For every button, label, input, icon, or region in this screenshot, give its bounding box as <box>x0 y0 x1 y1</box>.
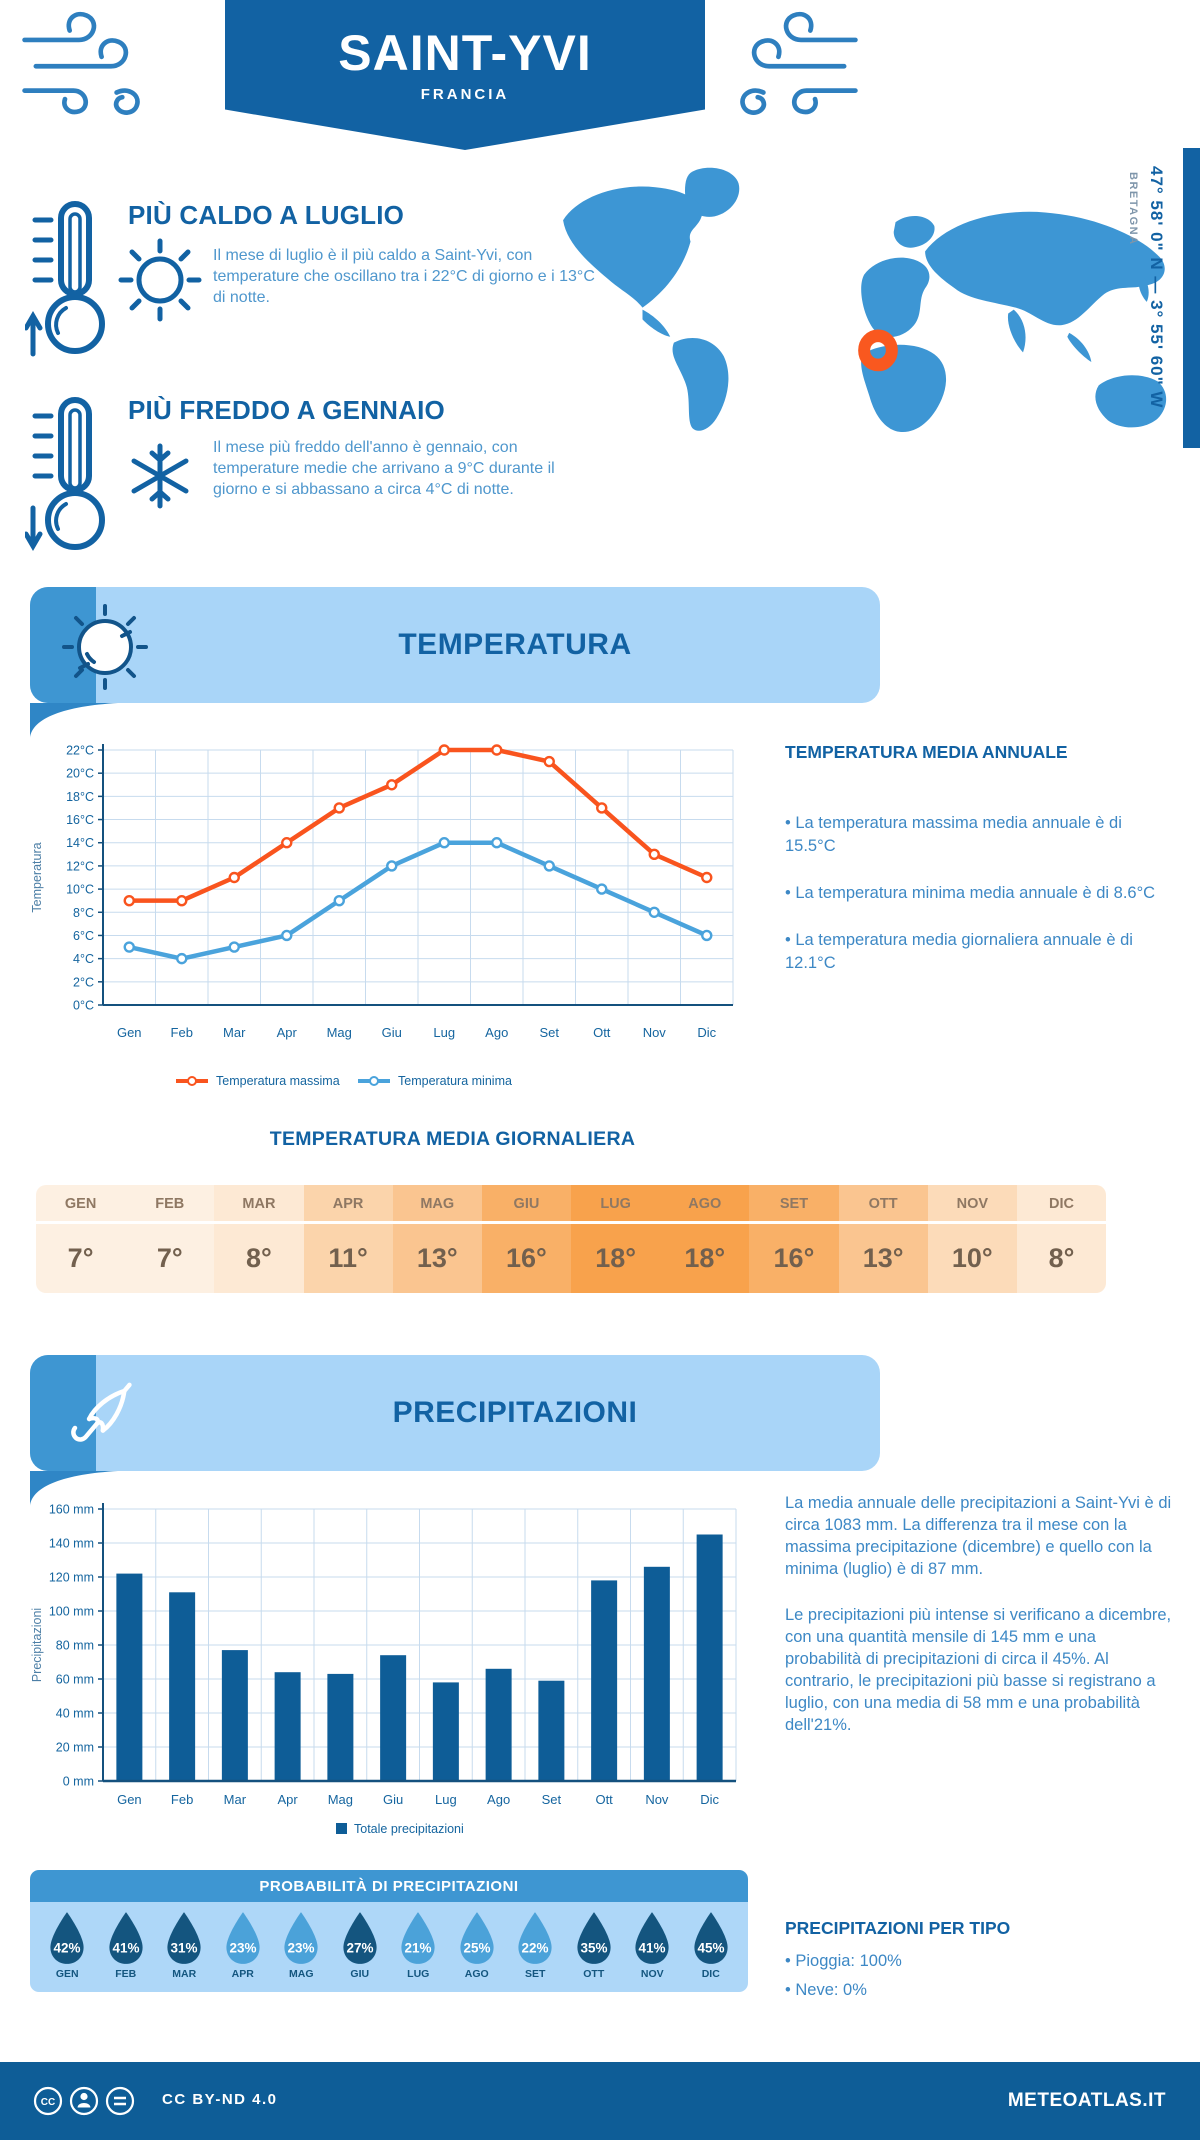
table-month-header: LUG <box>571 1185 660 1224</box>
svg-text:Temperatura minima: Temperatura minima <box>398 1074 512 1088</box>
precipitation-text <box>785 1492 1173 1760</box>
droplet-month-label: MAR <box>172 1968 197 1980</box>
table-temperature-value: 10° <box>951 1243 993 1273</box>
svg-text:Mar: Mar <box>223 1792 247 1807</box>
svg-text:42%: 42% <box>53 1940 81 1956</box>
brand-label: METEOATLAS.IT <box>1007 2090 1166 2111</box>
droplet-month-label: NOV <box>640 1968 664 1980</box>
table-column <box>125 1185 214 1293</box>
svg-text:31%: 31% <box>170 1940 198 1956</box>
svg-text:23%: 23% <box>287 1940 315 1956</box>
precipitation-bar-chart <box>28 1480 773 1850</box>
raindrop-icon <box>630 1910 674 1966</box>
svg-text:Precipitazioni: Precipitazioni <box>30 1607 44 1683</box>
snowflake-icon <box>112 428 207 523</box>
svg-text:0°C: 0°C <box>73 998 94 1013</box>
svg-text:Ott: Ott <box>593 1025 611 1040</box>
probability-box <box>30 1870 748 1992</box>
per-type-item: • Pioggia: 100% <box>785 1950 1175 1973</box>
table-month-header: SET <box>749 1185 838 1224</box>
svg-text:Giu: Giu <box>381 1025 402 1040</box>
probability-title: PROBABILITÀ DI PRECIPITAZIONI <box>30 1870 748 1902</box>
table-month-header: GIU <box>482 1185 571 1224</box>
raindrop-icon <box>338 1910 382 1966</box>
svg-text:Ago: Ago <box>485 1025 509 1040</box>
svg-text:Lug: Lug <box>433 1025 456 1040</box>
droplet-month-label: GEN <box>55 1968 79 1980</box>
droplet-cell <box>155 1910 214 1980</box>
svg-text:Temperatura massima: Temperatura massima <box>216 1074 340 1088</box>
temperature-banner <box>30 587 880 703</box>
svg-text:2°C: 2°C <box>73 975 94 990</box>
table-column <box>1017 1185 1106 1293</box>
cold-highlight-text: Il mese più freddo dell'anno è gennaio, con temperature medie che arrivano a 9°C durante il giorno e si abbassano a circa 4°C di notte. <box>213 439 555 498</box>
droplet-cell <box>506 1910 565 1980</box>
svg-text:23%: 23% <box>229 1940 257 1956</box>
per-type-item: • Neve: 0% <box>785 1979 1175 2002</box>
thermometer-up-icon <box>25 196 125 374</box>
svg-text:Apr: Apr <box>277 1792 298 1807</box>
warm-highlight-title: PIÙ CALDO A LUGLIO <box>128 200 405 230</box>
droplet-month-label: OTT <box>583 1968 605 1980</box>
annual-temperature-bullets <box>785 812 1175 999</box>
raindrop-icon <box>162 1910 206 1966</box>
svg-text:Feb: Feb <box>170 1792 194 1807</box>
raindrop-icon <box>689 1910 733 1966</box>
droplet-month-label: SET <box>525 1968 546 1980</box>
table-month-header: GEN <box>36 1185 125 1224</box>
svg-text:Ago: Ago <box>487 1792 511 1807</box>
droplet-month-label: LUG <box>407 1968 430 1980</box>
droplet-cell <box>214 1910 273 1980</box>
droplet-month-label: DIC <box>701 1968 720 1980</box>
table-column <box>660 1185 749 1293</box>
svg-text:21%: 21% <box>404 1940 432 1956</box>
banner-swoosh <box>30 700 120 740</box>
droplet-month-label: AGO <box>464 1968 489 1980</box>
svg-text:20 mm: 20 mm <box>55 1740 94 1755</box>
droplet-cell <box>97 1910 156 1980</box>
svg-text:Dic: Dic <box>700 1792 720 1807</box>
table-temperature-value: 18° <box>684 1243 726 1273</box>
table-temperature-value: 7° <box>67 1243 94 1273</box>
temperature-section-title: TEMPERATURA <box>398 628 632 661</box>
daily-temperature-title: TEMPERATURA MEDIA GIORNALIERA <box>269 1128 636 1150</box>
table-column <box>36 1185 125 1293</box>
svg-text:18°C: 18°C <box>66 789 94 804</box>
svg-text:45%: 45% <box>697 1940 725 1956</box>
svg-text:140 mm: 140 mm <box>48 1536 94 1551</box>
svg-text:Totale precipitazioni: Totale precipitazioni <box>354 1822 464 1836</box>
droplet-cell <box>38 1910 97 1980</box>
svg-text:12°C: 12°C <box>66 859 94 874</box>
umbrella-icon <box>60 1370 150 1460</box>
annual-bullet: • La temperatura media giornaliera annuale è di 12.1°C <box>785 929 1175 975</box>
probability-droplets <box>30 1902 748 1992</box>
table-column <box>571 1185 660 1293</box>
table-month-header: AGO <box>660 1185 749 1224</box>
cold-highlight-title: PIÙ FREDDO A GENNAIO <box>128 395 445 425</box>
svg-text:8°C: 8°C <box>73 905 94 920</box>
svg-text:Mag: Mag <box>326 1025 352 1040</box>
license-label: CC BY-ND 4.0 <box>162 2091 278 2108</box>
precipitation-paragraph: Le precipitazioni più intense si verificano a dicembre, con una quantità mensile di 145 mm e una probabilità di precipitazioni di circa il 45%. Al contrario, le precipitazioni più basse si registrano a luglio, con una media di 58 mm e una probabilità dell'21%. <box>785 1606 1172 1734</box>
svg-text:Giu: Giu <box>383 1792 404 1807</box>
svg-text:80 mm: 80 mm <box>55 1638 94 1653</box>
droplet-cell <box>331 1910 390 1980</box>
world-map <box>552 160 1180 432</box>
table-temperature-value: 11° <box>328 1243 368 1273</box>
table-column <box>482 1185 571 1293</box>
svg-text:6°C: 6°C <box>73 928 94 943</box>
table-month-header: OTT <box>839 1185 928 1224</box>
table-month-header: FEB <box>125 1185 214 1224</box>
table-temperature-value: 13° <box>862 1243 904 1273</box>
table-temperature-value: 8° <box>1048 1243 1075 1273</box>
raindrop-icon <box>221 1910 265 1966</box>
svg-text:CC: CC <box>40 2097 56 2108</box>
table-column <box>304 1185 393 1293</box>
table-column <box>393 1185 482 1293</box>
page-subtitle: FRANCIA <box>420 86 510 103</box>
table-column <box>749 1185 838 1293</box>
svg-text:22%: 22% <box>521 1940 549 1956</box>
svg-text:Gen: Gen <box>117 1792 142 1807</box>
svg-text:Nov: Nov <box>642 1025 666 1040</box>
svg-text:41%: 41% <box>112 1940 140 1956</box>
svg-text:Nov: Nov <box>645 1792 669 1807</box>
raindrop-icon <box>279 1910 323 1966</box>
page-title: SAINT-YVI <box>338 25 592 81</box>
table-month-header: MAG <box>393 1185 482 1224</box>
table-column <box>928 1185 1017 1293</box>
sun-icon <box>60 602 150 692</box>
annual-temperature-title: TEMPERATURA MEDIA ANNUALE <box>785 742 1068 762</box>
table-month-header: NOV <box>928 1185 1017 1224</box>
footer-bar <box>0 2062 1200 2140</box>
region-label: BRETAGNA <box>1127 172 1139 246</box>
droplet-month-label: GIU <box>350 1968 370 1980</box>
table-temperature-value: 13° <box>416 1243 458 1273</box>
droplet-month-label: APR <box>231 1968 254 1980</box>
svg-text:25%: 25% <box>463 1940 491 1956</box>
table-temperature-value: 7° <box>156 1243 183 1273</box>
precipitation-banner <box>30 1355 880 1471</box>
table-month-header: MAR <box>214 1185 303 1224</box>
droplet-cell <box>272 1910 331 1980</box>
temperature-line-chart <box>28 735 773 1100</box>
droplet-cell <box>623 1910 682 1980</box>
table-month-header: APR <box>304 1185 393 1224</box>
droplet-cell <box>389 1910 448 1980</box>
map-side-bar <box>1183 148 1200 448</box>
svg-text:Mag: Mag <box>327 1792 354 1807</box>
svg-text:Dic: Dic <box>697 1025 717 1040</box>
svg-text:Mar: Mar <box>223 1025 246 1040</box>
thermometer-down-icon <box>25 392 125 570</box>
svg-text:Feb: Feb <box>170 1025 193 1040</box>
droplet-cell <box>565 1910 624 1980</box>
warm-highlight-text: Il mese di luglio è il più caldo a Saint-Yvi, con temperature che oscillano tra i 22°C di giorno e i 13°C di notte. <box>213 247 595 306</box>
sun-icon <box>112 232 207 327</box>
precipitation-paragraph: La media annuale delle precipitazioni a Saint-Yvi è di circa 1083 mm. La differenza tra il mese con la massima precipitazione (dicembre) e quello con la minima (luglio) è di 87 mm. <box>785 1494 1172 1578</box>
svg-text:Set: Set <box>541 1792 562 1807</box>
droplet-month-label: FEB <box>115 1968 137 1980</box>
precipitation-section-title: PRECIPITAZIONI <box>392 1396 638 1429</box>
svg-text:20°C: 20°C <box>66 766 94 781</box>
svg-text:35%: 35% <box>580 1940 608 1956</box>
table-temperature-value: 16° <box>773 1243 815 1273</box>
annual-bullet: • La temperatura massima media annuale è di 15.5°C <box>785 812 1175 858</box>
svg-text:60 mm: 60 mm <box>55 1672 94 1687</box>
svg-text:Gen: Gen <box>116 1025 142 1040</box>
coordinates-label: 47° 58' 0" N — 3° 55' 60" W <box>1147 166 1166 409</box>
svg-text:41%: 41% <box>638 1940 666 1956</box>
svg-text:Set: Set <box>539 1025 560 1040</box>
svg-text:Ott: Ott <box>595 1792 613 1807</box>
per-type-items <box>785 1950 1175 2008</box>
annual-bullet: • La temperatura minima media annuale è di 8.6°C <box>785 882 1175 905</box>
svg-text:14°C: 14°C <box>66 836 94 851</box>
table-temperature-value: 16° <box>506 1243 547 1273</box>
table-month-header: DIC <box>1017 1185 1106 1224</box>
svg-text:27%: 27% <box>346 1940 374 1956</box>
table-temperature-value: 8° <box>246 1243 272 1273</box>
droplet-cell <box>448 1910 507 1980</box>
raindrop-icon <box>104 1910 148 1966</box>
svg-text:40 mm: 40 mm <box>55 1706 94 1721</box>
table-temperature-value: 18° <box>595 1243 637 1273</box>
svg-text:Lug: Lug <box>435 1792 457 1807</box>
raindrop-icon <box>45 1910 89 1966</box>
svg-text:10°C: 10°C <box>66 882 94 897</box>
raindrop-icon <box>572 1910 616 1966</box>
svg-text:160 mm: 160 mm <box>48 1502 94 1517</box>
table-column <box>839 1185 928 1293</box>
raindrop-icon <box>513 1910 557 1966</box>
svg-text:16°C: 16°C <box>66 813 94 828</box>
svg-text:100 mm: 100 mm <box>48 1604 94 1619</box>
svg-text:Temperatura: Temperatura <box>30 842 44 913</box>
wind-icon <box>15 8 145 116</box>
droplet-cell <box>682 1910 741 1980</box>
raindrop-icon <box>455 1910 499 1966</box>
raindrop-icon <box>396 1910 440 1966</box>
svg-text:120 mm: 120 mm <box>48 1570 94 1585</box>
table-column <box>214 1185 303 1293</box>
droplet-month-label: MAG <box>289 1968 314 1980</box>
wind-icon <box>735 8 865 116</box>
per-type-title: PRECIPITAZIONI PER TIPO <box>785 1918 1011 1938</box>
daily-temperature-table <box>36 1185 1106 1293</box>
svg-text:4°C: 4°C <box>73 952 94 967</box>
svg-text:Apr: Apr <box>276 1025 297 1040</box>
cc-license-icons <box>32 2076 152 2126</box>
svg-text:22°C: 22°C <box>66 743 94 758</box>
svg-text:0 mm: 0 mm <box>62 1774 94 1789</box>
